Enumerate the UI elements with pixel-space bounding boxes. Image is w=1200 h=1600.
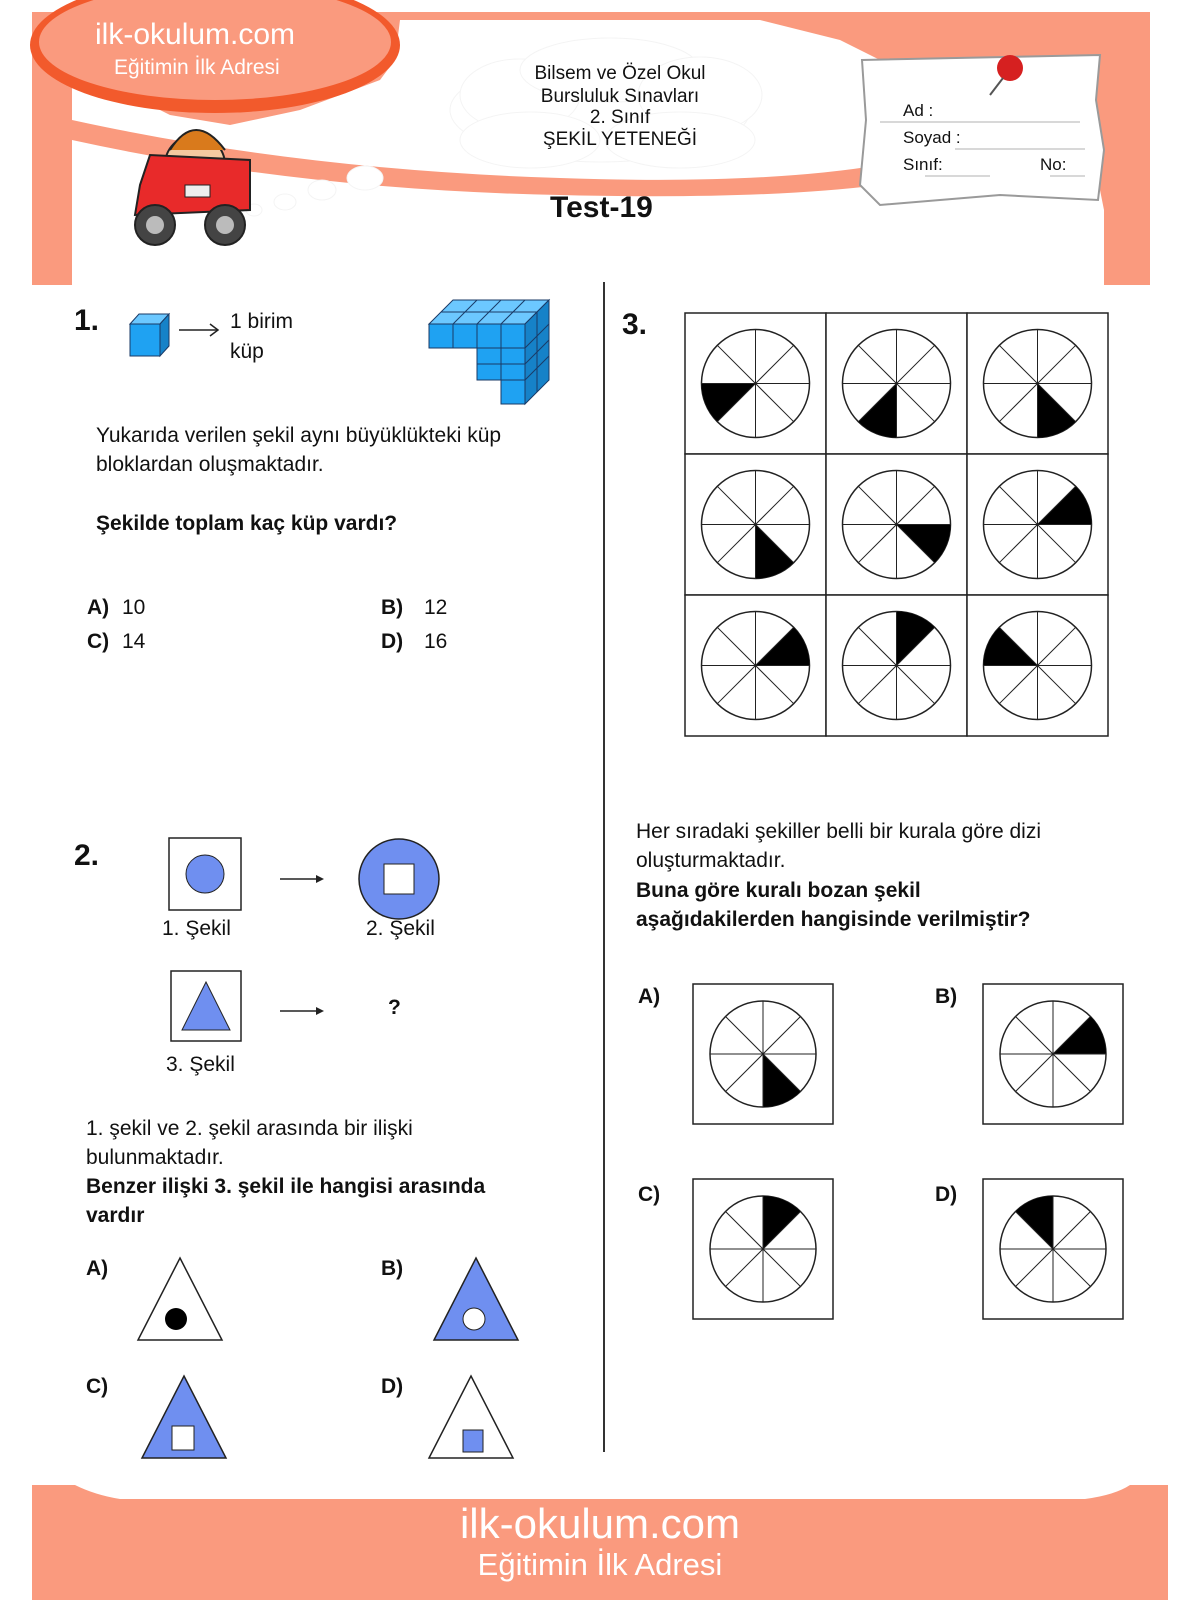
q2-option-d-letter[interactable]: D) (381, 1375, 404, 1398)
q3-option-c-letter[interactable]: C) (638, 1183, 661, 1206)
class-label: Sınıf: (903, 155, 943, 174)
pushpin-icon (997, 55, 1023, 81)
exam-line-2: Bursluluk Sınavları (540, 86, 700, 107)
site-slogan: Eğitimin İlk Adresi (114, 56, 280, 79)
name-label: Ad : (903, 101, 934, 120)
q3-question-line1: Buna göre kuralı bozan şekil (636, 879, 921, 902)
unknown-figure: ? (388, 996, 401, 1019)
q2-text-line1: 1. şekil ve 2. şekil arasında bir ilişki (86, 1117, 413, 1140)
site-name: ilk-okulum.com (95, 18, 296, 51)
unit-cube-icon (125, 310, 225, 360)
q3-option-c-figure[interactable] (692, 1178, 834, 1320)
sector-wheel (984, 330, 1092, 438)
q3-pattern-grid (684, 312, 1109, 737)
sector-wheel (1000, 1001, 1106, 1107)
q3-option-a-figure[interactable] (692, 983, 834, 1125)
q1-number: 1. (74, 304, 100, 337)
sector-wheel (843, 612, 951, 720)
q1-option-c-value[interactable]: 14 (122, 630, 146, 653)
exam-line-3: 2. Sınıf (589, 107, 651, 128)
sector-wheel (702, 471, 810, 579)
footer-slogan: Eğitimin İlk Adresi (477, 1547, 723, 1582)
q1-question: Şekilde toplam kaç küp vardı? (96, 512, 398, 535)
figure1-label: 1. Şekil (162, 917, 231, 940)
q2-option-a-figure[interactable] (134, 1256, 226, 1342)
q1-unit-label-line1: 1 birim (230, 310, 294, 333)
exam-line-4: ŞEKİL YETENEĞİ (542, 129, 698, 150)
q1-option-a-value[interactable]: 10 (122, 596, 146, 619)
sector-wheel (710, 1196, 816, 1302)
figure3-label: 3. Şekil (166, 1053, 235, 1076)
column-divider (603, 282, 605, 1452)
q1-option-b-value[interactable]: 12 (424, 596, 448, 619)
sector-wheel (984, 612, 1092, 720)
sector-wheel (843, 471, 951, 579)
q2-option-d-figure[interactable] (425, 1374, 517, 1460)
q1-option-d-letter[interactable]: D) (381, 630, 404, 653)
cube-stack-figure (425, 296, 555, 416)
figure2-label: 2. Şekil (366, 917, 435, 940)
q3-option-b-figure[interactable] (982, 983, 1124, 1125)
sector-wheel (984, 471, 1092, 579)
q2-question-line2: vardır (86, 1204, 145, 1227)
q2-option-c-letter[interactable]: C) (86, 1375, 109, 1398)
q3-option-a-letter[interactable]: A) (638, 985, 661, 1008)
q1-option-a-letter[interactable]: A) (87, 596, 110, 619)
q3-option-d-letter[interactable]: D) (935, 1183, 958, 1206)
q1-unit-label-line2: küp (230, 340, 264, 363)
sector-wheel (702, 330, 810, 438)
q1-text-line1: Yukarıda verilen şekil aynı büyüklükteki küp (96, 424, 502, 447)
q1-option-c-letter[interactable]: C) (87, 630, 110, 653)
q3-text-line1: Her sıradaki şekiller belli bir kurala göre dizi (636, 820, 1041, 843)
number-label: No: (1040, 155, 1067, 174)
q1-option-d-value[interactable]: 16 (424, 630, 448, 653)
q2-number: 2. (74, 839, 100, 872)
figure2-square (384, 864, 414, 894)
q3-option-b-letter[interactable]: B) (935, 985, 958, 1008)
sector-wheel (843, 330, 951, 438)
q3-text-line2: oluşturmaktadır. (636, 849, 786, 872)
q2-option-b-letter[interactable]: B) (381, 1257, 404, 1280)
q2-option-a-letter[interactable]: A) (86, 1257, 109, 1280)
q3-question-line2: aşağıdakilerden hangisinde verilmiştir? (636, 908, 1031, 931)
sector-wheel (1000, 1196, 1106, 1302)
q2-text-line2: bulunmaktadır. (86, 1146, 224, 1169)
q3-number: 3. (622, 308, 648, 341)
student-card (860, 55, 1104, 205)
q2-question-line1: Benzer ilişki 3. şekil ile hangisi arasında (86, 1175, 486, 1198)
q1-text-line2: bloklardan oluşmaktadır. (96, 453, 324, 476)
figure1-circle (186, 855, 224, 893)
test-title: Test-19 (550, 191, 653, 224)
surname-label: Soyad : (903, 128, 961, 147)
q2-option-c-figure[interactable] (138, 1374, 230, 1460)
footer-site-name: ilk-okulum.com (459, 1500, 741, 1547)
q3-option-d-figure[interactable] (982, 1178, 1124, 1320)
q1-option-b-letter[interactable]: B) (381, 596, 404, 619)
q2-option-b-figure[interactable] (430, 1256, 522, 1342)
exam-line-1: Bilsem ve Özel Okul (534, 63, 706, 84)
sector-wheel (702, 612, 810, 720)
sector-wheel (710, 1001, 816, 1107)
